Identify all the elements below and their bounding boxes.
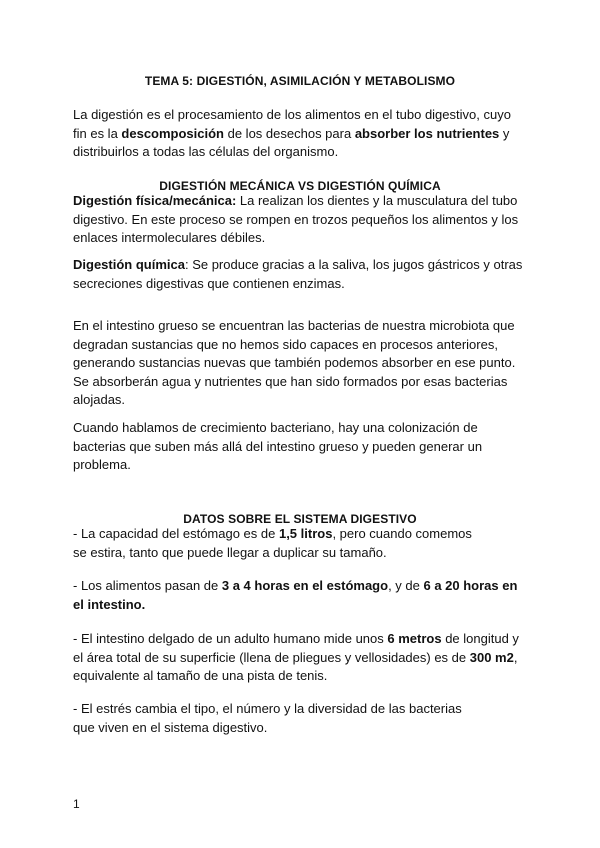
intro-line: La digestión es el procesamiento de los alimentos en el tubo digestivo, cuyo <box>73 107 511 122</box>
fisica-paragraph <box>73 192 533 248</box>
dato-line: se estira, tanto que puede llegar a duplicar su tamaño. <box>73 544 387 560</box>
bold-term: 6 a 20 horas en <box>423 578 518 593</box>
page-number: 1 <box>73 797 80 811</box>
intro-line: distribuirlos a todas las células del organismo. <box>73 144 339 159</box>
dato-line: - La capacidad del estómago es de 1,5 litros, pero cuando comemos <box>73 526 472 541</box>
dato-line: - Los alimentos pasan de 3 a 4 horas en el estómago, y de 6 a 20 horas en <box>73 578 518 593</box>
dato-line: que viven en el sistema digestivo. <box>73 719 268 735</box>
crecimiento-line: problema. <box>73 457 131 472</box>
crecimiento-paragraph <box>73 419 533 475</box>
intro-paragraph <box>73 106 533 162</box>
dato-2 <box>73 577 533 614</box>
intestino-line: degradan sustancias que no hemos sido capaces en procesos anteriores, <box>73 336 498 352</box>
intestino-line: En el intestino grueso se encuentran las bacterias de nuestra microbiota que <box>73 318 515 333</box>
crecimiento-line: bacterias que suben más allá del intestino grueso y pueden generar un <box>73 438 483 454</box>
intestino-line: alojadas. <box>73 392 126 407</box>
fisica-line: digestivo. En este proceso se rompen en trozos pequeños los alimentos y los <box>73 211 519 227</box>
section-heading-digestion: DIGESTIÓN MECÁNICA VS DIGESTIÓN QUÍMICA <box>159 179 441 193</box>
intro-line: fin es la descomposición de los desechos para absorber los nutrientes y <box>73 125 510 141</box>
quimica-paragraph <box>73 256 533 293</box>
bold-term: Digestión química <box>73 257 185 272</box>
fisica-line: Digestión física/mecánica: La realizan los dientes y la musculatura del tubo <box>73 193 518 208</box>
dato-3 <box>73 630 533 686</box>
crecimiento-line: Cuando hablamos de crecimiento bacteriano, hay una colonización de <box>73 420 478 435</box>
bold-term: Digestión física/mecánica: <box>73 193 237 208</box>
bold-term: 3 a 4 horas en el estómago <box>221 578 389 593</box>
dato-line: - El intestino delgado de un adulto humano mide unos 6 metros de longitud y <box>73 631 519 646</box>
fisica-line: enlaces intermoleculares débiles. <box>73 230 266 245</box>
dato-line: equivalente al tamaño de una pista de tenis. <box>73 668 328 683</box>
quimica-line: secreciones digestivas que contienen enzimas. <box>73 275 345 291</box>
bold-term: absorber los nutrientes <box>354 125 500 141</box>
page-title: TEMA 5: DIGESTIÓN, ASIMILACIÓN Y METABOLISMO <box>144 74 456 88</box>
bold-term: descomposición <box>121 125 224 141</box>
bold-term: 6 metros <box>387 631 442 646</box>
dato-line: el intestino. <box>73 596 146 612</box>
section-heading-datos: DATOS SOBRE EL SISTEMA DIGESTIVO <box>183 512 417 526</box>
intestino-line: Se absorberán agua y nutrientes que han sido formados por esas bacterias <box>73 373 508 389</box>
bold-term: 1,5 litros <box>278 526 333 541</box>
quimica-line: Digestión química: Se produce gracias a la saliva, los jugos gástricos y otras <box>73 257 523 272</box>
intestino-line: generando sustancias nuevas que también podemos absorber en ese punto. <box>73 355 516 370</box>
dato-line: el área total de su superficie (llena de pliegues y vellosidades) es de 300 m2, <box>73 649 518 665</box>
dato-4 <box>73 700 533 737</box>
bold-term: 300 m2 <box>469 649 514 665</box>
dato-line: - El estrés cambia el tipo, el número y la diversidad de las bacterias <box>73 701 462 716</box>
intestino-paragraph <box>73 317 533 410</box>
dato-1 <box>73 525 533 562</box>
